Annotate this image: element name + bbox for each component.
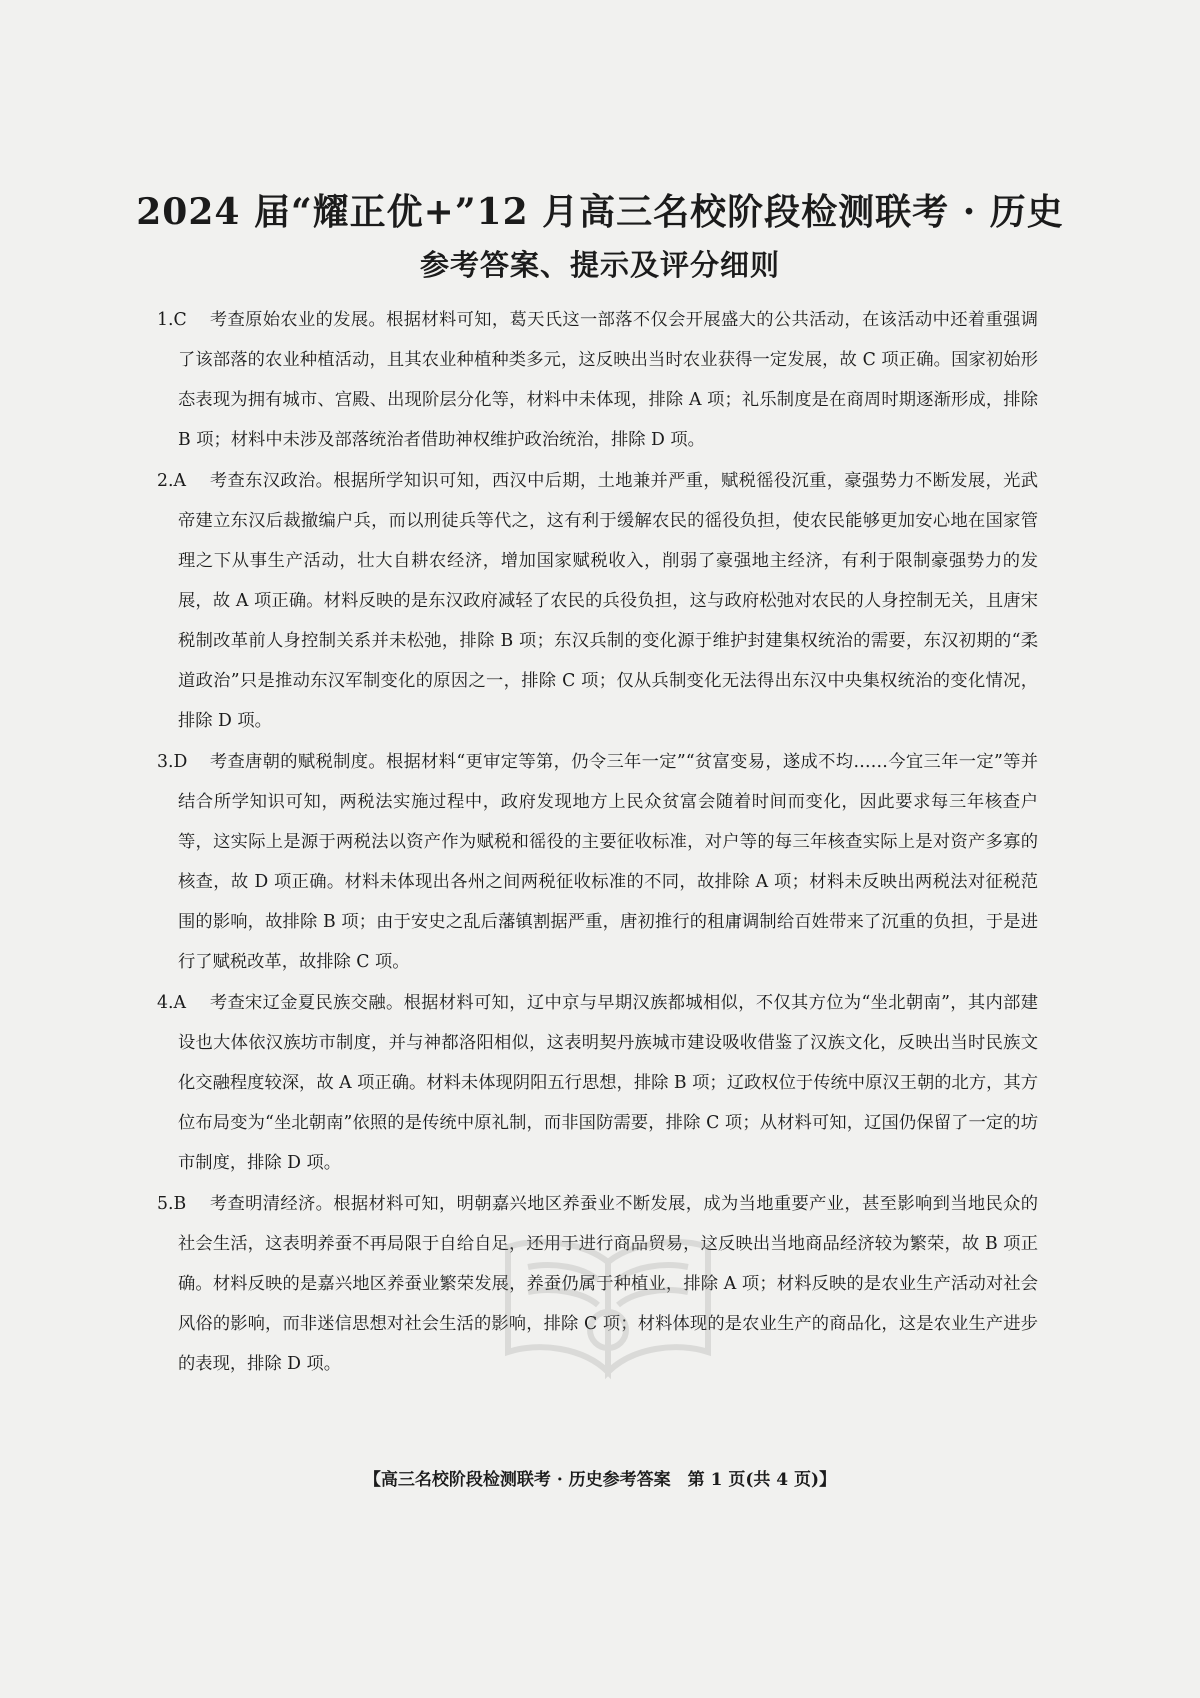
page-footer: 【高三名校阶段检测联考 · 历史参考答案 第 1 页(共 4 页)】 xyxy=(363,1470,837,1490)
answer-explanation: 考查宋辽金夏民族交融。根据材料可知，辽中京与早期汉族都城相似，不仅其方位为“坐北朝南”，其内部建设也大体依汉族坊市制度，并与神都洛阳相似，这表明契丹族城市建设吸收借鉴了汉族文化，反映出当时民族文化交融程度较深，故 A 项正确。材料未体现阴阳五行思想，排除 B 项；辽政权位于传统中原汉王朝的北方，其方位布局变为“坐北朝南”依照的是传统中原礼制，而非国防需要，排除 C 项；从材料可知，辽国仍保留了一定的坊市制度，排除 D 项。 xyxy=(178,993,1038,1173)
answer-key: D xyxy=(173,752,188,772)
answer-item xyxy=(157,300,1038,460)
answer-explanation: 考查东汉政治。根据所学知识可知，西汉中后期，土地兼并严重，赋税徭役沉重，豪强势力不断发展，光武帝建立东汉后裁撤编户兵，而以刑徒兵等代之，这有利于缓解农民的徭役负担，使农民能够更加安心地在国家管理之下从事生产活动，壮大自耕农经济，增加国家赋税收入，削弱了豪强地主经济，有利于限制豪强势力的发展，故 A 项正确。材料反映的是东汉政府减轻了农民的兵役负担，这与政府松弛对农民的人身控制无关，且唐宋税制改革前人身控制关系并未松弛，排除 B 项；东汉兵制的变化源于维护封建集权统治的需要，东汉初期的“柔道政治”只是推动东汉军制变化的原因之一，排除 C 项；仅从兵制变化无法得出东汉中央集权统治的变化情况，排除 D 项。 xyxy=(178,471,1038,731)
answer-key: A xyxy=(173,993,186,1013)
document-subtitle: 参考答案、提示及评分细则 xyxy=(419,248,780,282)
answer-explanation: 考查原始农业的发展。根据材料可知，葛天氏这一部落不仅会开展盛大的公共活动，在该活动中还着重强调了该部落的农业种植活动，且其农业种植种类多元，这反映出当时农业获得一定发展，故 C 项正确。国家初始形态表现为拥有城市、宫殿、出现阶层分化等，材料中未体现，排除 A 项；礼乐制度是在商周时期逐渐形成，排除 B 项；材料中未涉及部落统治者借助神权维护政治统治，排除 D 项。 xyxy=(178,310,1038,450)
answer-key: C xyxy=(173,310,187,330)
answer-item xyxy=(157,983,1038,1183)
answer-item xyxy=(157,461,1038,741)
answer-number: 4. xyxy=(157,993,174,1013)
answer-key: B xyxy=(173,1194,187,1214)
answer-number: 3. xyxy=(157,752,174,772)
answer-explanation: 考查唐朝的赋税制度。根据材料“更审定等第，仍令三年一定”“贫富变易，遂成不均……今宜三年一定”等并结合所学知识可知，两税法实施过程中，政府发现地方上民众贫富会随着时间而变化，因此要求每三年核查户等，这实际上是源于两税法以资产作为赋税和徭役的主要征收标准，对户等的每三年核查实际上是对资产多寡的核查，故 D 项正确。材料未体现出各州之间两税征收标准的不同，故排除 A 项；材料未反映出两税法对征税范围的影响，故排除 B 项；由于安史之乱后藩镇割据严重，唐初推行的租庸调制给百姓带来了沉重的负担，于是进行了赋税改革，故排除 C 项。 xyxy=(178,752,1038,972)
answer-number: 1. xyxy=(157,310,174,330)
open-book-logo-icon xyxy=(488,1222,728,1392)
document-title: 2024 届“耀正优+”12 月高三名校阶段检测联考 · 历史 xyxy=(136,191,1064,233)
answer-explanation: 考查明清经济。根据材料可知，明朝嘉兴地区养蚕业不断发展，成为当地重要产业，甚至影响到当地民众的社会生活，这表明养蚕不再局限于自给自足，还用于进行商品贸易，这反映出当地商品经济较为繁荣，故 B 项正确。材料反映的是嘉兴地区养蚕业繁荣发展，养蚕仍属于种植业，排除 A 项；材料反映的是农业生产活动对社会风俗的影响，而非迷信思想对社会生活的影响，排除 C 项；材料体现的是农业生产的商品化，这是农业生产进步的表现，排除 D 项。 xyxy=(178,1194,1038,1374)
answer-key: A xyxy=(173,471,186,491)
answer-number: 2. xyxy=(157,471,174,491)
answer-item xyxy=(157,742,1038,982)
answer-number: 5. xyxy=(157,1194,174,1214)
